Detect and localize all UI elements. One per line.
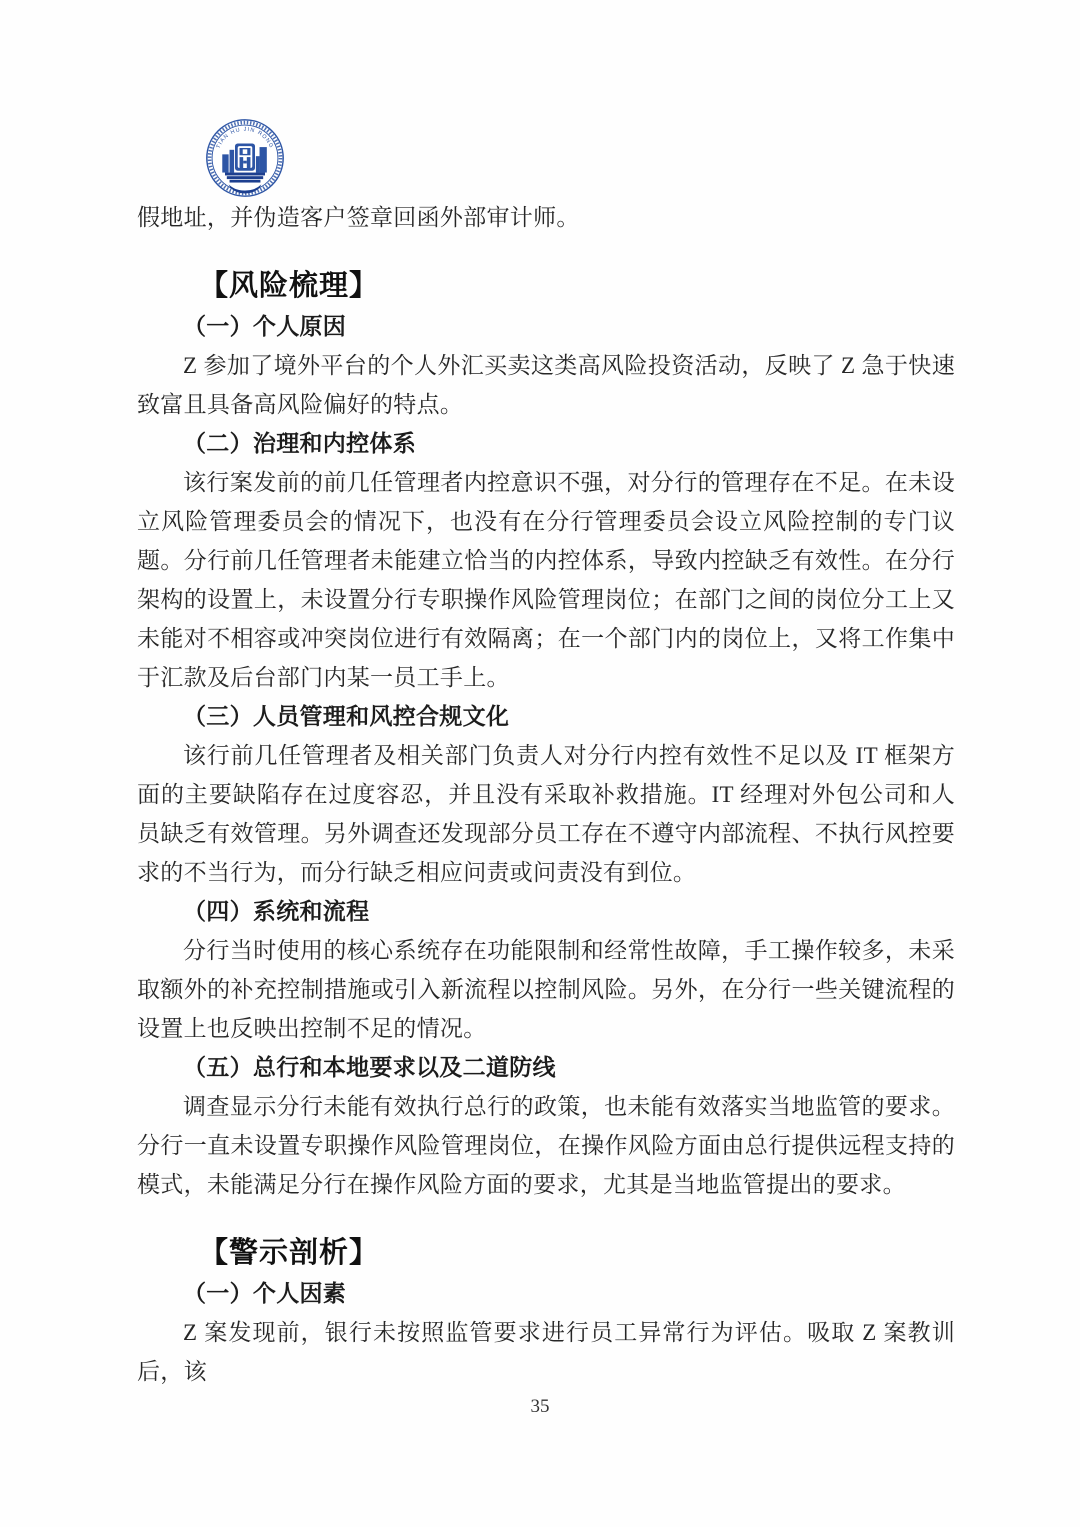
seal-base-rows	[225, 173, 265, 183]
paragraph-governance: 该行案发前的前几任管理者内控意识不强，对分行的管理存在不足。在未设立风险管理委员会的情况下，也没有在分行管理委员会设立风险控制的专门议题。分行前几任管理者未能建立恰当的内控体系，导致内控缺乏有效性。在分行架构的设置上，未设置分行专职操作风险管理岗位；在部门之间的岗位分工上又未能对不相容或冲突岗位进行有效隔离；在一个部门内的岗位上，又将工作集中于汇款及后台部门内某一员工手上。	[137, 470, 955, 690]
warning-analysis-section	[137, 1232, 955, 1391]
paragraph-head-office-requirements: 调查显示分行未能有效执行总行的政策，也未能有效落实当地监管的要求。分行一直未设置专职操作风险管理岗位，在操作风险方面由总行提供远程支持的模式，未能满足分行在操作风险方面的要求，尤其是当地监管提出的要求。	[137, 1094, 955, 1197]
continuation-paragraph: 假地址，并伪造客户签章回函外部审计师。	[137, 205, 580, 230]
subsection-heading-personal-factor: （一）个人因素	[183, 1281, 347, 1306]
seal-arc-text: TIAN HU JIN RONG	[215, 126, 275, 150]
paragraph-systems-process: 分行当时使用的核心系统存在功能限制和经常性故障，手工操作较多，未采取额外的补充控制措施或引入新流程以控制风险。另外，在分行一些关键流程的设置上也反映出控制不足的情况。	[137, 938, 955, 1041]
seal-icon	[205, 118, 285, 198]
subsection-heading-systems-process: （四）系统和流程	[183, 899, 370, 924]
subsection-heading-governance: （二）治理和内控体系	[183, 431, 416, 456]
section-title-risk-review: 【风险梳理】	[199, 270, 380, 302]
risk-review-section	[137, 265, 955, 1204]
organization-seal-logo	[205, 118, 285, 198]
paragraph-personal-factor: Z 案发现前，银行未按照监管要求进行员工异常行为评估。吸取 Z 案教训后，该	[137, 1320, 955, 1384]
section-title-warning-analysis: 【警示剖析】	[199, 1237, 380, 1269]
subsection-heading-personnel-culture: （三）人员管理和风控合规文化	[183, 704, 510, 729]
paragraph-personnel-culture: 该行前几任管理者及相关部门负责人对分行内控有效性不足以及 IT 框架方面的主要缺陷存在过度容忍，并且没有采取补救措施。IT 经理对外包公司和人员缺乏有效管理。另外调查还发现部分员工存在不遵守内部流程、不执行风控要求的不当行为，而分行缺乏相应问责或问责没有到位。	[137, 743, 955, 885]
subsection-heading-personal-reason: （一）个人原因	[183, 314, 347, 339]
paragraph-personal-reason: Z 参加了境外平台的个人外汇买卖这类高风险投资活动，反映了 Z 急于快速致富且具备高风险偏好的特点。	[137, 353, 955, 417]
subsection-heading-head-office-requirements: （五）总行和本地要求以及二道防线	[183, 1055, 556, 1080]
seal-emblem-detail	[238, 146, 253, 168]
page-number: 35	[530, 1396, 550, 1417]
